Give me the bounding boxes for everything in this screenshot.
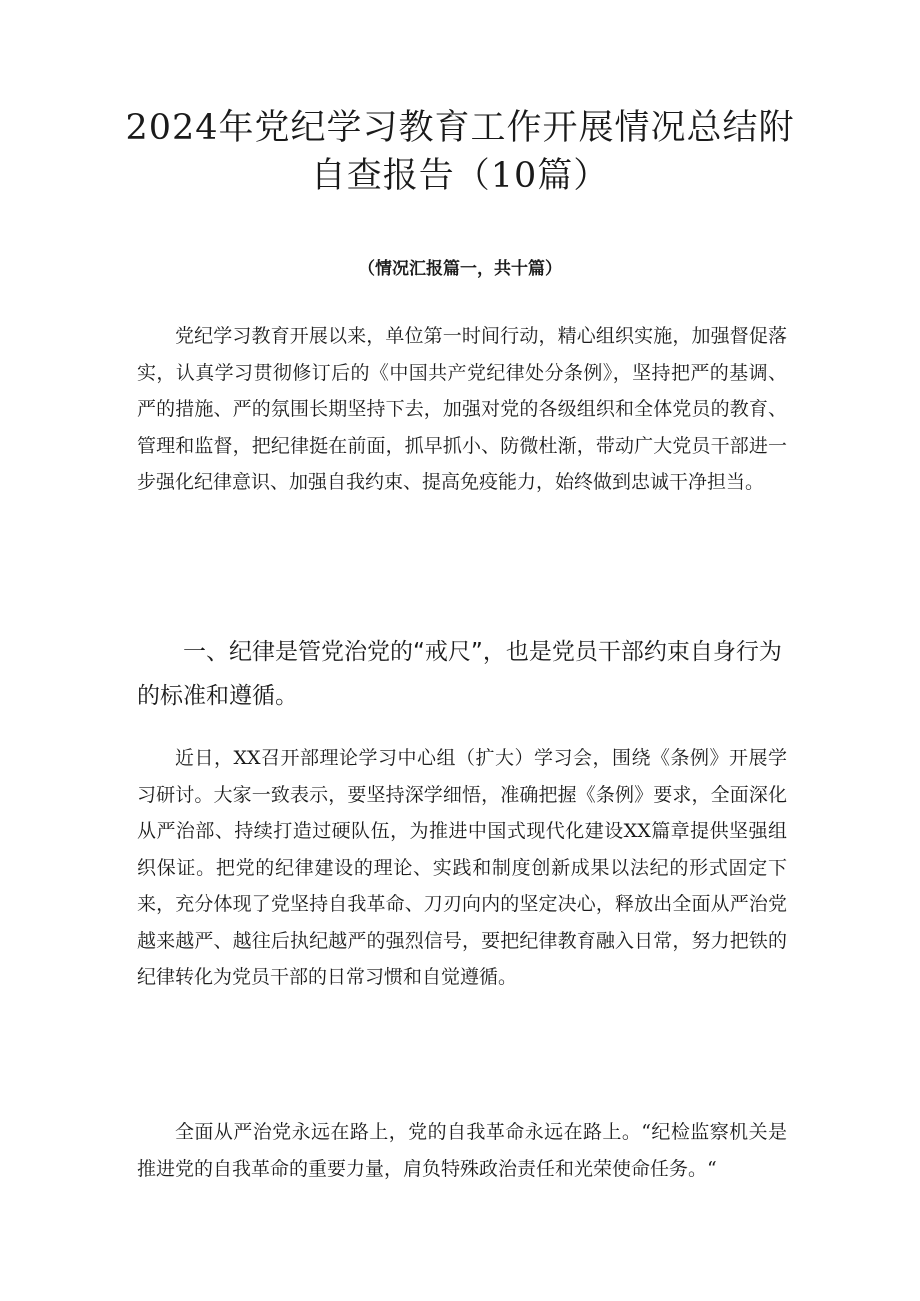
paragraph-intro: 党纪学习教育开展以来，单位第一时间行动，精心组织实施，加强督促落实，认真学习贯彻修订后的《中国共产党纪律处分条例》，坚持把严的基调、严的措施、严的氛围长期坚持下去，加强对党的各级组织和全体党员的教育、管理和监督，把纪律挺在前面，抓早抓小、防微杜渐，带动广大党员干部进一步强化纪律意识、加强自我约束、提高免疫能力，始终做到忠诚干净担当。 bbox=[137, 325, 787, 493]
paragraph-self-revolution: 全面从严治党永远在路上，党的自我革命永远在路上。“纪检监察机关是推进党的自我革命的重要力量，肩负特殊政治责任和光荣使命任务。“ bbox=[137, 1121, 787, 1180]
title-line-1: 2024年党纪学习教育工作开展情况总结附 bbox=[125, 108, 795, 148]
document-title bbox=[100, 104, 820, 200]
document-subtitle: （情况汇报篇一，共十篇） bbox=[358, 259, 562, 279]
paragraph-study-session: 近日，XX召开部理论学习中心组（扩大）学习会，围绕《条例》开展学习研讨。大家一致表示，要坚持深学细悟，准确把握《条例》要求，全面深化从严治部、持续打造过硬队伍，为推进中国式现代化建设XX篇章提供坚强组织保证。把党的纪律建设的理论、实践和制度创新成果以法纪的形式固定下来，充分体现了党坚持自我革命、刀刃向内的坚定决心，释放出全面从严治党越来越严、越往后执纪越严的强烈信号，要把纪律教育融入日常，努力把铁的纪律转化为党员干部的日常习惯和自觉遵循。 bbox=[137, 747, 787, 988]
title-line-2: 自查报告（10篇） bbox=[310, 156, 610, 196]
section-heading-1: 一、纪律是管党治党的“戒尺”，也是党员干部约束自身行为的标准和遵循。 bbox=[137, 639, 782, 709]
